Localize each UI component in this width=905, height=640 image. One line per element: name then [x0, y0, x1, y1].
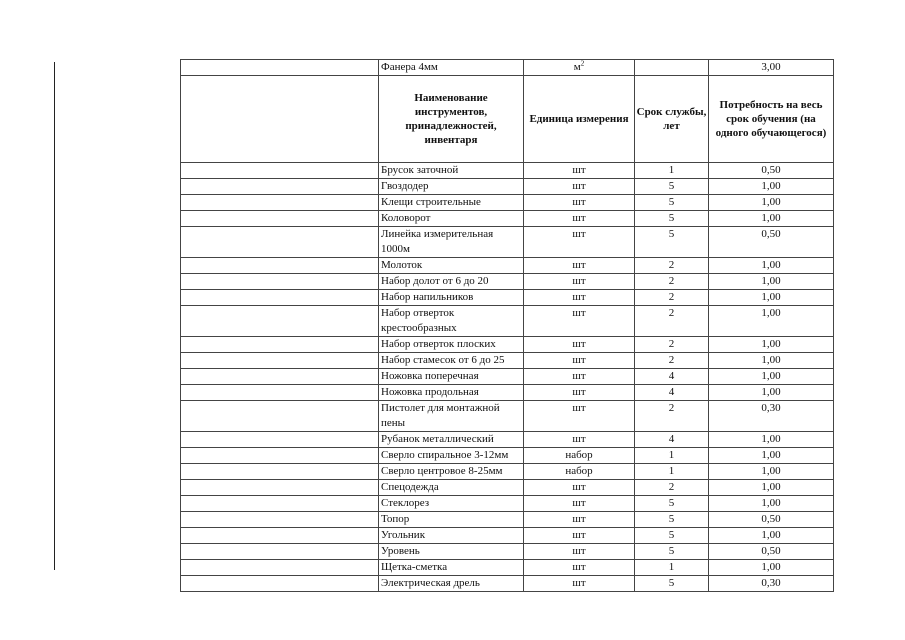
- empty-cell: [181, 576, 379, 592]
- cell-need: 1,00: [709, 337, 834, 353]
- cell-need: 1,00: [709, 528, 834, 544]
- cell-need: 1,00: [709, 496, 834, 512]
- table-row: [181, 211, 834, 227]
- cell-unit: шт: [524, 290, 635, 306]
- table-row: [181, 432, 834, 448]
- empty-cell: [181, 211, 379, 227]
- cell-need: 0,50: [709, 544, 834, 560]
- cell-name: Набор отверток плоских: [379, 337, 524, 353]
- cell-life: 1: [635, 464, 709, 480]
- empty-cell: [181, 401, 379, 432]
- cell-unit: шт: [524, 528, 635, 544]
- header-unit: Единица измерения: [524, 76, 635, 163]
- cell-life: 1: [635, 560, 709, 576]
- cell-life: 2: [635, 353, 709, 369]
- cell-unit: шт: [524, 227, 635, 258]
- cell-need: 1,00: [709, 258, 834, 274]
- cell-life: 2: [635, 274, 709, 290]
- cell-name: Ножовка поперечная: [379, 369, 524, 385]
- empty-cell: [181, 258, 379, 274]
- cell-need: 1,00: [709, 290, 834, 306]
- cell-name: Набор долот от 6 до 20: [379, 274, 524, 290]
- cell-need: 0,50: [709, 512, 834, 528]
- empty-cell: [181, 512, 379, 528]
- empty-cell: [181, 369, 379, 385]
- table-row: [181, 163, 834, 179]
- cell-life: 5: [635, 179, 709, 195]
- empty-cell: [181, 76, 379, 163]
- cell-life: 5: [635, 512, 709, 528]
- cell-life: 1: [635, 163, 709, 179]
- cell-need: 3,00: [709, 60, 834, 76]
- cell-life: 2: [635, 290, 709, 306]
- cell-name: Щетка-сметка: [379, 560, 524, 576]
- table-row: [181, 464, 834, 480]
- empty-cell: [181, 480, 379, 496]
- empty-cell: [181, 448, 379, 464]
- table-row: [181, 60, 834, 76]
- cell-unit: шт: [524, 496, 635, 512]
- cell-unit: шт: [524, 211, 635, 227]
- table-row: [181, 401, 834, 432]
- cell-name: Брусок заточной: [379, 163, 524, 179]
- cell-unit: набор: [524, 448, 635, 464]
- empty-cell: [181, 496, 379, 512]
- cell-life: 5: [635, 528, 709, 544]
- table-row: [181, 306, 834, 337]
- empty-cell: [181, 290, 379, 306]
- cell-need: 0,30: [709, 576, 834, 592]
- table-row: [181, 195, 834, 211]
- empty-cell: [181, 337, 379, 353]
- empty-cell: [181, 432, 379, 448]
- cell-life: 4: [635, 369, 709, 385]
- cell-name: Клещи строительные: [379, 195, 524, 211]
- empty-cell: [181, 60, 379, 76]
- cell-need: 1,00: [709, 274, 834, 290]
- cell-name: Топор: [379, 512, 524, 528]
- cell-need: 1,00: [709, 480, 834, 496]
- cell-life: 2: [635, 306, 709, 337]
- empty-cell: [181, 306, 379, 337]
- empty-cell: [181, 163, 379, 179]
- cell-unit: шт: [524, 306, 635, 337]
- empty-cell: [181, 227, 379, 258]
- empty-cell: [181, 464, 379, 480]
- cell-life: [635, 60, 709, 76]
- cell-unit: шт: [524, 258, 635, 274]
- cell-life: 5: [635, 544, 709, 560]
- cell-life: 5: [635, 227, 709, 258]
- cell-unit: шт: [524, 401, 635, 432]
- cell-need: 1,00: [709, 464, 834, 480]
- cell-unit: шт: [524, 195, 635, 211]
- table-header-row: [181, 76, 834, 163]
- cell-need: 0,50: [709, 163, 834, 179]
- cell-name: Сверло центровое 8-25мм: [379, 464, 524, 480]
- cell-name: Спецодежда: [379, 480, 524, 496]
- cell-need: 1,00: [709, 353, 834, 369]
- table-row: [181, 560, 834, 576]
- header-name: Наименование инструментов, принадлежностей, инвентаря: [379, 76, 524, 163]
- cell-name: Набор стамесок от 6 до 25: [379, 353, 524, 369]
- cell-unit: шт: [524, 163, 635, 179]
- cell-name: Набор напильников: [379, 290, 524, 306]
- cell-unit: шт: [524, 369, 635, 385]
- cell-life: 5: [635, 576, 709, 592]
- table-row: [181, 496, 834, 512]
- table-row: [181, 528, 834, 544]
- cell-need: 1,00: [709, 306, 834, 337]
- cell-need: 1,00: [709, 385, 834, 401]
- page-margin-line: [54, 62, 55, 570]
- cell-name: Ножовка продольная: [379, 385, 524, 401]
- table-row: [181, 353, 834, 369]
- cell-life: 2: [635, 480, 709, 496]
- cell-name: Сверло спиральное 3-12мм: [379, 448, 524, 464]
- cell-life: 2: [635, 258, 709, 274]
- cell-life: 5: [635, 195, 709, 211]
- cell-life: 2: [635, 401, 709, 432]
- empty-cell: [181, 179, 379, 195]
- cell-unit: шт: [524, 337, 635, 353]
- cell-unit: шт: [524, 274, 635, 290]
- cell-need: 0,50: [709, 227, 834, 258]
- cell-unit: набор: [524, 464, 635, 480]
- empty-cell: [181, 385, 379, 401]
- cell-name: Стеклорез: [379, 496, 524, 512]
- cell-name: Набор отверток крестообразных: [379, 306, 524, 337]
- table-row: [181, 369, 834, 385]
- header-need: Потребность на весь срок обучения (на одного обучающегося): [709, 76, 834, 163]
- cell-name: Гвоздодер: [379, 179, 524, 195]
- cell-life: 2: [635, 337, 709, 353]
- cell-unit: шт: [524, 432, 635, 448]
- cell-life: 5: [635, 211, 709, 227]
- cell-unit: [524, 60, 635, 76]
- cell-unit: шт: [524, 385, 635, 401]
- table-row: [181, 274, 834, 290]
- table-row: [181, 448, 834, 464]
- table-row: [181, 480, 834, 496]
- table-row: [181, 576, 834, 592]
- table-row: [181, 179, 834, 195]
- cell-unit: шт: [524, 179, 635, 195]
- cell-need: 1,00: [709, 560, 834, 576]
- unit-text: м: [573, 61, 581, 73]
- table-row: [181, 544, 834, 560]
- cell-need: 1,00: [709, 432, 834, 448]
- cell-life: 4: [635, 385, 709, 401]
- empty-cell: [181, 560, 379, 576]
- header-life: Срок службы, лет: [635, 76, 709, 163]
- cell-name: Молоток: [379, 258, 524, 274]
- cell-name: Электрическая дрель: [379, 576, 524, 592]
- cell-unit: шт: [524, 480, 635, 496]
- cell-life: 5: [635, 496, 709, 512]
- empty-cell: [181, 353, 379, 369]
- cell-need: 1,00: [709, 179, 834, 195]
- empty-cell: [181, 274, 379, 290]
- table-row: [181, 258, 834, 274]
- cell-need: 1,00: [709, 211, 834, 227]
- cell-life: 1: [635, 448, 709, 464]
- empty-cell: [181, 528, 379, 544]
- cell-unit: шт: [524, 544, 635, 560]
- cell-name: Уровень: [379, 544, 524, 560]
- table-row: [181, 512, 834, 528]
- cell-unit: шт: [524, 576, 635, 592]
- equipment-table: [180, 59, 834, 592]
- table-row: [181, 290, 834, 306]
- cell-name: Фанера 4мм: [379, 60, 524, 76]
- cell-name: Коловорот: [379, 211, 524, 227]
- cell-need: 0,30: [709, 401, 834, 432]
- cell-name: Рубанок металлический: [379, 432, 524, 448]
- cell-need: 1,00: [709, 448, 834, 464]
- cell-unit: шт: [524, 512, 635, 528]
- cell-unit: шт: [524, 353, 635, 369]
- cell-name: Пистолет для монтажной пены: [379, 401, 524, 432]
- table-row: [181, 337, 834, 353]
- cell-life: 4: [635, 432, 709, 448]
- table-row: [181, 227, 834, 258]
- unit-superscript: 2: [580, 59, 585, 68]
- cell-need: 1,00: [709, 195, 834, 211]
- cell-name: Угольник: [379, 528, 524, 544]
- empty-cell: [181, 544, 379, 560]
- cell-name: Линейка измерительная 1000м: [379, 227, 524, 258]
- empty-cell: [181, 195, 379, 211]
- cell-need: 1,00: [709, 369, 834, 385]
- cell-unit: шт: [524, 560, 635, 576]
- table-row: [181, 385, 834, 401]
